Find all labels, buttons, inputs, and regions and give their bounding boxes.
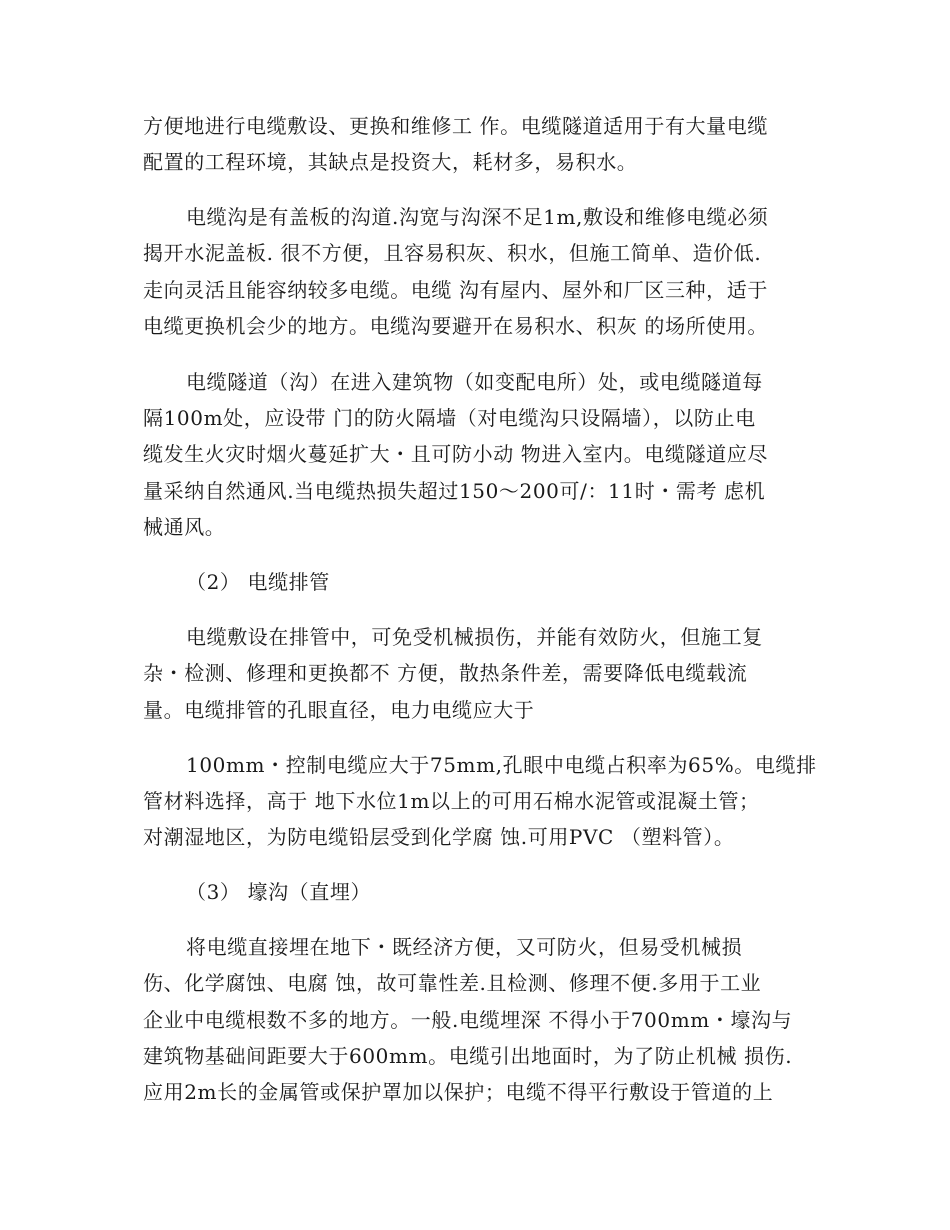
text-line: 杂・检测、修理和更换都不 方便，散热条件差，需要降低电缆载流 bbox=[143, 661, 748, 685]
text-line: 伤、化学腐蚀、电腐 蚀，故可靠性差.且检测、修理不便.多用于工业 bbox=[143, 971, 762, 995]
text-line: 电缆敷设在排管中，可免受机械损伤，并能有效防火，但施工复 bbox=[186, 625, 763, 649]
text-line: 走向灵活且能容纳较多电缆。电缆 沟有屋内、屋外和厂区三种，适于 bbox=[143, 278, 768, 302]
text-line: 量。电缆排管的孔眼直径，电力电缆应大于 bbox=[143, 698, 535, 722]
text-line: 隔100m处，应设带 门的防火隔墙（对电缆沟只设隔墙），以防止电 bbox=[143, 406, 756, 430]
text-line: 100mm・控制电缆应大于75mm,孔眼中电缆占积率为65%。电缆排 bbox=[186, 753, 817, 777]
text-line: 缆发生火灾时烟火蔓延扩大・且可防小动 物进入室内。电缆隧道应尽 bbox=[143, 442, 768, 466]
text-line: 建筑物基础间距要大于600mm。电缆引出地面时，为了防止机械 损伤. bbox=[143, 1044, 793, 1068]
text-line: 企业中电缆根数不多的地方。一般.电缆埋深 不得小于700mm・壕沟与 bbox=[143, 1008, 793, 1032]
text-line: 量采纳自然通风.当电缆热损失超过150〜200可/：11时・需考 虑机 bbox=[143, 479, 766, 503]
text-line: 揭开水泥盖板. 很不方便，且容易积灰、积水，但施工简单、造价低. bbox=[143, 241, 762, 265]
text-line: 方便地进行电缆敷设、更换和维修工 作。电缆隧道适用于有大量电缆 bbox=[143, 114, 768, 138]
section-heading: （3） 壕沟（直埋） bbox=[186, 880, 372, 904]
text-line: 电缆沟是有盖板的沟道.沟宽与沟深不足1m,敷设和维修电缆必须 bbox=[186, 205, 769, 229]
section-heading: （2） 电缆排管 bbox=[186, 570, 330, 594]
text-line: 管材料选择，高于 地下水位1m以上的可用石棉水泥管或混凝土管； bbox=[143, 789, 760, 813]
text-line: 配置的工程环境，其缺点是投资大，耗材多，易积水。 bbox=[143, 150, 638, 174]
text-line: 将电缆直接埋在地下・既经济方便，又可防火，但易受机械损 bbox=[186, 935, 743, 959]
text-line: 电缆更换机会少的地方。电缆沟要避开在易积水、积灰 的场所使用。 bbox=[143, 314, 768, 338]
text-line: 应用2m长的金属管或保护罩加以保护；电缆不得平行敷设于管道的上 bbox=[143, 1080, 774, 1104]
text-line: 电缆隧道（沟）在进入建筑物（如变配电所）处，或电缆隧道每 bbox=[186, 370, 763, 394]
text-line: 械通风。 bbox=[143, 515, 226, 539]
text-line: 对潮湿地区，为防电缆铅层受到化学腐 蚀.可用PVC （塑料管）。 bbox=[143, 825, 735, 849]
